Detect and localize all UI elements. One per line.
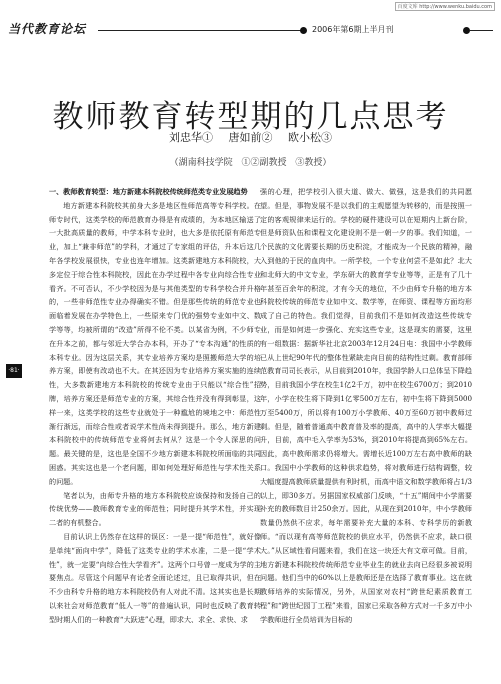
body-column-left	[49, 185, 261, 675]
page-number-tab: ·81·	[6, 364, 22, 378]
bullet-icon	[300, 27, 307, 34]
header-rule-right	[470, 30, 493, 31]
header-rule-left	[98, 30, 304, 31]
paragraph: 强的心理，把学校引入很大道、做大、做强，这是我们的共同愿望。但是，事物发展不是以我们的主观愿望为转移的，而是按照一定的客观规律来运行的。学校的硬件建设可以在短期内上新台阶，但是师资队伍和课程文化建设则不是一朝一夕的事。我们知道，一个民族的文化需要长期的历史积淀，才能成为一个民族的精神，融入到他的于民的血肉中。一所学校，一个专业何尝不是如此？北大和北师大的中文专业，学东研大的教育学专业等等，正是有了几十年甚至百余年的积淀，才有今天的地位，不少由师专升格的地方本科院校传统的师范专业如中文、数学等，在师资、课程等方面均形成了自己的特色。我们觉得，目前我们不是如何改造这些传统专业，而是如何进一步强化、充实这些专业，这是现实的需要，这里有一组数据：据新华社北京2003年12月24日电：我国中小学教师已从上世纪90年代的整体性紧缺走向目前的结构性过剩。教育部师范教育司司长表示，从目前到2010年，我国学龄人口总体呈下降趋势，目前我国小学在校生1亿2千万，初中在校生6700万；到2010年，小学在校生将下降到1亿零500万左右，初中生将下降到5000万至5400万，所以将有100万小学教师、40万至60万初中教师过剩。但是，随着普通高中教育普及率的提高，高中的人学率大幅提升，目前，高中毛入学率为53%，到2010年将提高到65%左右。因此，高中教师需求仍将增大。需增长近100万左右高中教师的缺口。我国中小学教师的这种供求趋势，将对教师进行结构调整，较大幅度提高教师质量提供有利时机，而高中语文和数学教师将占1/3以上，即30多万。另据国家权威部门反映，“十五”期间中小学需要补充的教师数目计250余万。因此，从现在到2010年，中小学教师数量仍然供不应求，每年需要补充大量的本科、专科学历的新教师。“而以现有高等师范院校的供应水平，仍然供不应求，缺口很大。”从区域性看问题来看，我们在这一块还大有文章可做。目前，地方新建本科院校传统师范专业毕业生的就业去向已经很多被说明问题。他们当中的60%以上是教师还是在选择了教育事业。这在就教师培养的实际情况，另外，从国家对农村“跨世纪素质教育工程”和“跨世纪园丁工程”来看，国家已采取各种方式对一千多万中小学教师进行全员培训为目标的	[260, 187, 472, 624]
article-title: 教师教育转型期的几点思考	[52, 98, 449, 135]
body-column-right	[260, 185, 472, 675]
bullet-icon	[463, 27, 470, 34]
paragraph: 目前认识上仍然存在这样的误区：一是一提“师范性”，就好像是单纯“面向中学”，降低了这类专业的学术水准，二是一提“学术性”，就一定要“向综合性大学看齐”。这两个口号曾一度成为学的主要焦点。尽管这个问题早有论者全面论述过，且已取得共识，但在不少由科专升格的地方本科院校仍有人对此不清。这其实也是长期以来社会对师范教育“低人一等”的普遍认识，同时也反映了教育转型时期人们的一种教育“大跃进”心理，即求大、求全、求快、求	[49, 531, 261, 624]
author-affiliation: （湖南科技学院 ①②副教授 ③教授）	[169, 158, 332, 168]
article-authors: 刘忠华① 唐如前② 欧小松③	[169, 131, 332, 144]
journal-logo: 当代教育论坛	[8, 20, 90, 37]
section-heading: 一、教师教育转型：地方新建本科院校传统师范类专业发展趋势	[49, 187, 248, 196]
paragraph: 地方新建本科院校其前身大多是地区性师范高等专科学校。在师专时代，这类学校的师范教育办得是有成绩的，为本地区输送了一大批高质量的教师，中学本科专业时，也大多是依托原有师范专业，加上“兼非师范”的学科，才通过了专家组的评估，升本后这几年各学校发展很快，专业也连年增加。这类新建地方本科院校，大多定位于综合性本科院校，因此在办学过程中各专业向综合性专业看齐。不可否认，不少学校因为是与其他类型的专科学校合并升格的，一些非师范性专业办得确实不错。但是那些传统的师范专业也面临着发展在办学特色上，一些原来专门优的强势专业如中文、数学等等，均被所谓的“改造”所得不伦不类。以某省为例，不少师专在升本之前，都与邻近大学合办本科，开办了“专本沟通”的性质的本科专业。因为这层关系，其专业培养方案均是照搬师范大学的培养方案，即使有改动也不大。在其还因为专业培养方案实施的连续性，大多数新建地方本科院校的传统专业由于只能以“综合性”招牌，培养方案还是师范专业的方案，其综合性并没有得到彰显，这样一来，这类学校的这些专业就处于一种尴尬的境地之中：师范性渐行渐远，而综合性或者说学术性尚未得到提升。那么，地方新建本科院校中的传统师范专业将何去何从？这是一个令人深思的问题。最关键的是，这也是全国不少地方新建本科院校所面临的共同困惑。其实这也是一个老问题，即如何处理好师范性与学术性关系的问题。	[49, 200, 261, 486]
issue-label: 2006年第6期上半月刊	[308, 24, 397, 35]
journal-header	[8, 20, 493, 40]
paragraph: 笔者以为，由师专升格的地方本科院校应该保持和发扬自己的传统优势——教师教育专业的师范性；同时提升其学术性，并实现二者的有机整合。	[49, 490, 261, 528]
watermark: 百度文库 http://www.wenku.baidu.com	[395, 2, 495, 11]
